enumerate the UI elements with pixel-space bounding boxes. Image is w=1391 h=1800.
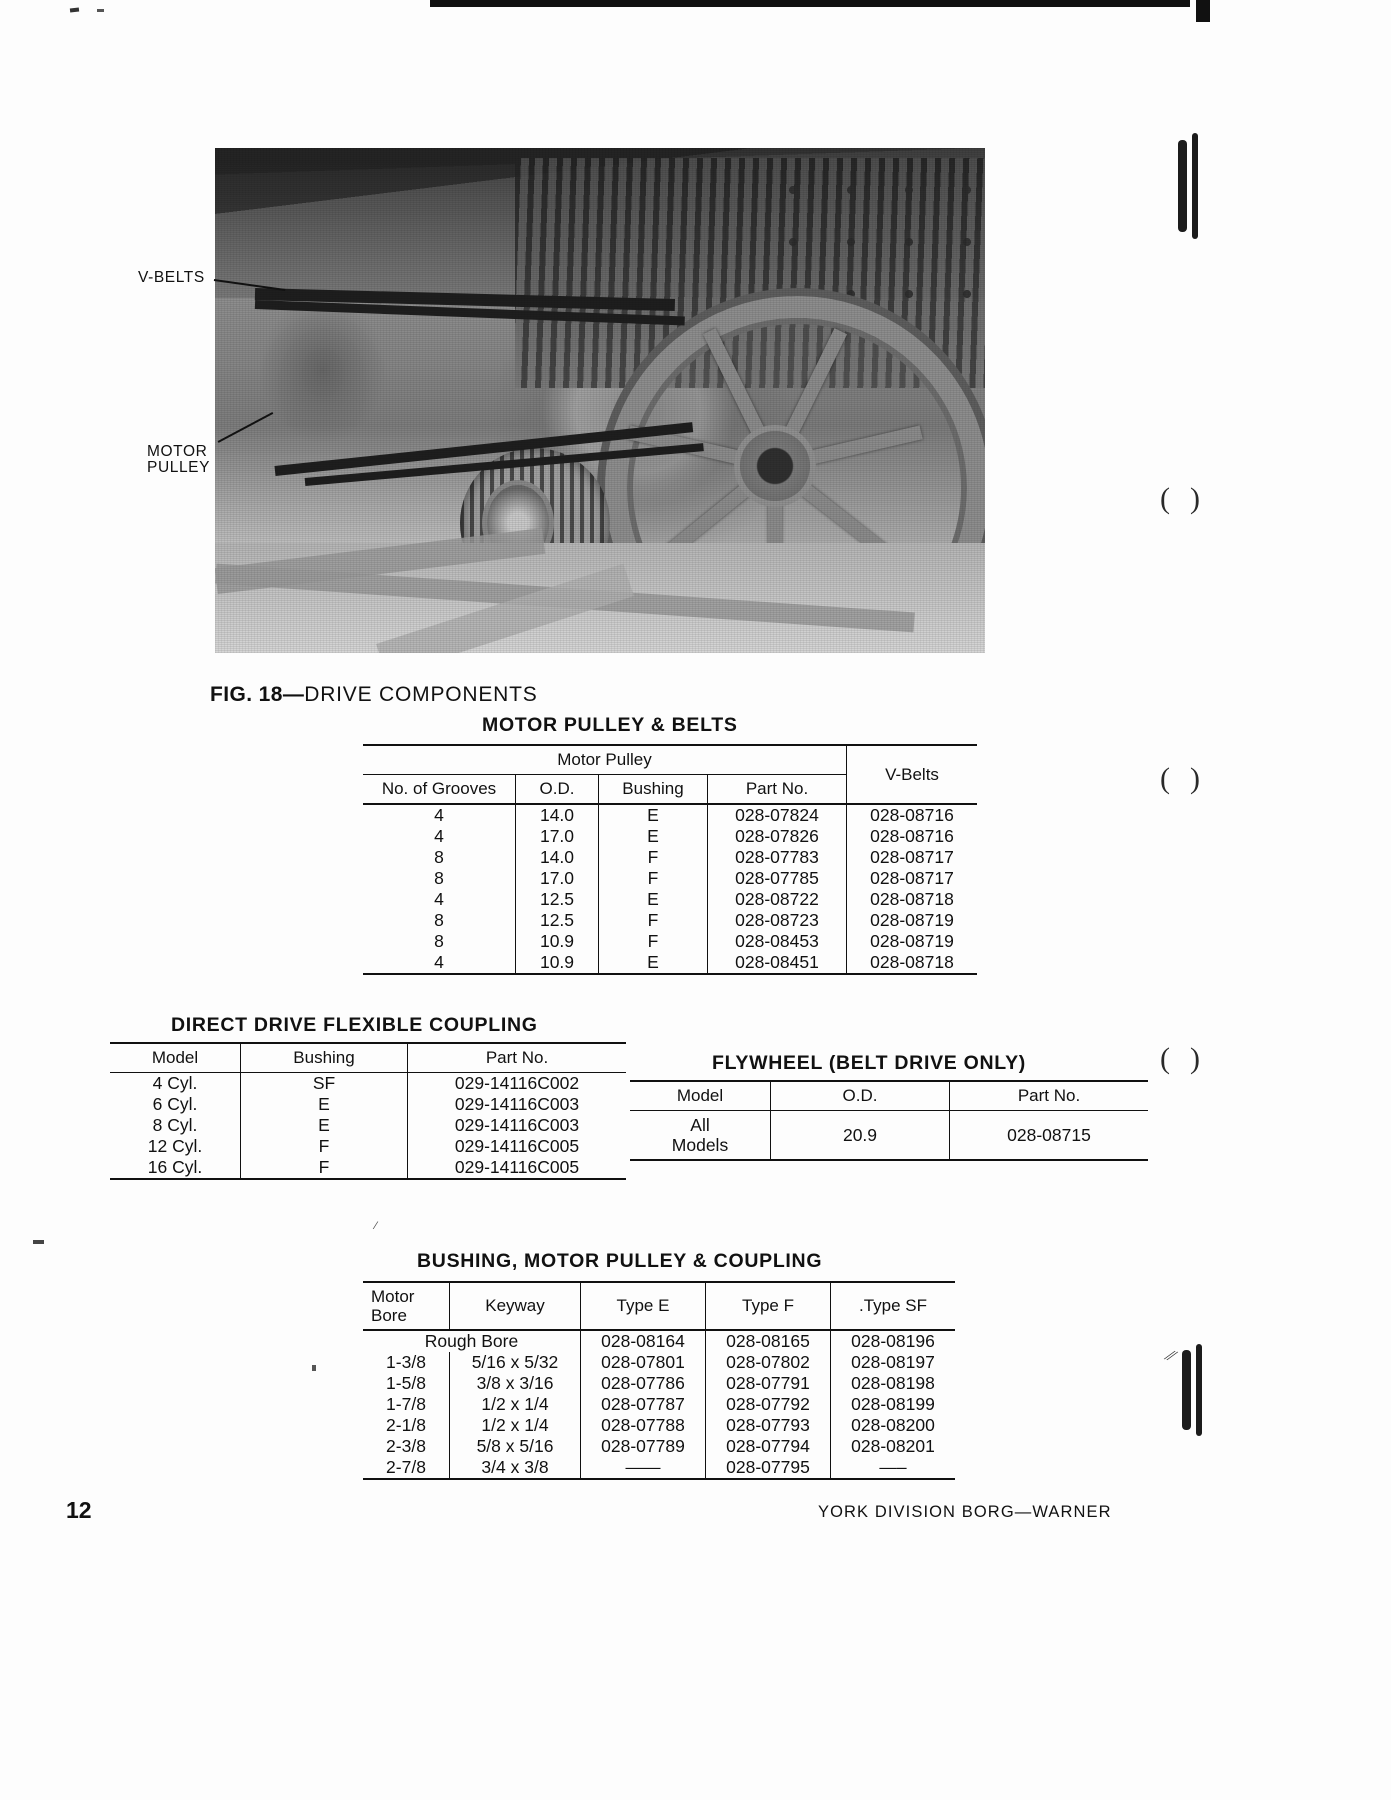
- cell-model: 6 Cyl.: [152, 1094, 198, 1114]
- cell-grooves: 8: [434, 847, 444, 867]
- cell-part-no: 028-08453: [708, 931, 847, 952]
- table-header-row: [110, 1043, 626, 1073]
- table-row-rough-bore: [363, 1330, 955, 1352]
- cell-part-no: 028-08723: [708, 910, 847, 931]
- table-row: [110, 1136, 626, 1157]
- cell-v-belts: 028-08719: [847, 910, 978, 931]
- cell-grooves: 8: [434, 931, 444, 951]
- table-row: [363, 1373, 955, 1394]
- motor-pulley-belts-title: MOTOR PULLEY & BELTS: [482, 714, 738, 736]
- cell-type-e: 028-07789: [581, 1436, 706, 1457]
- figure-photo: [215, 148, 985, 653]
- binder-ring-mark: (: [1160, 1042, 1170, 1075]
- cell-motor-bore: 2-1/8: [386, 1415, 426, 1436]
- cell-type-f: 028-07802: [706, 1352, 831, 1373]
- figure-label: FIG. 18—: [210, 683, 305, 706]
- table-row: [363, 1394, 955, 1415]
- cell-od: 17.0: [516, 868, 599, 889]
- column-header-keyway: Keyway: [450, 1282, 581, 1330]
- table-row: [110, 1094, 626, 1115]
- cell-grooves: 4: [434, 826, 444, 846]
- table-row: [363, 804, 977, 826]
- cell-bushing: F: [599, 910, 708, 931]
- cell-motor-bore: 1-3/8: [386, 1352, 426, 1373]
- table-row: [363, 1457, 955, 1479]
- cell-motor-bore: 2-3/8: [386, 1436, 426, 1457]
- cell-v-belts: 028-08716: [847, 804, 978, 826]
- cell-od: 17.0: [516, 826, 599, 847]
- cell-v-belts: 028-08716: [847, 826, 978, 847]
- page-footer: YORK DIVISION BORG—WARNER: [818, 1503, 1112, 1521]
- cell-bushing: F: [599, 868, 708, 889]
- table-header-row: [363, 1282, 955, 1330]
- cell-type-f: 028-07795: [706, 1457, 831, 1479]
- column-header-part-no: Part No.: [950, 1081, 1149, 1111]
- direct-drive-coupling-body: [110, 1073, 626, 1180]
- figure-caption-text: DRIVE COMPONENTS: [304, 683, 538, 706]
- cell-type-sf: 028-08201: [831, 1436, 956, 1457]
- cell-grooves: 8: [434, 910, 444, 930]
- cell-v-belts: 028-08717: [847, 868, 978, 889]
- cell-model: 12 Cyl.: [147, 1136, 203, 1156]
- cell-bushing: SF: [241, 1073, 408, 1095]
- cell-keyway: 3/8 x 3/16: [450, 1373, 581, 1394]
- scan-corner-artifact: [1196, 0, 1210, 22]
- scan-mark: ⁄: [375, 1220, 377, 1232]
- cell-part-no: 029-14116C005: [408, 1136, 627, 1157]
- column-header-motor-bore-line2: Bore: [371, 1306, 407, 1326]
- binder-ring-mark: (: [1160, 762, 1170, 795]
- table-row: [363, 1352, 955, 1373]
- cell-model: 8 Cyl.: [152, 1115, 198, 1135]
- cell-bushing: E: [241, 1115, 408, 1136]
- cell-bushing: E: [599, 952, 708, 974]
- binder-ring-mark: ⁄⁄: [1165, 1345, 1177, 1366]
- table-row: [363, 910, 977, 931]
- cell-part-no: 029-14116C003: [408, 1115, 627, 1136]
- cell-type-sf: —–: [831, 1457, 956, 1479]
- cell-motor-bore: 2-7/8: [363, 1457, 450, 1479]
- direct-drive-coupling-table: [110, 1042, 626, 1180]
- cell-type-e: ——: [581, 1457, 706, 1479]
- table-row: [110, 1115, 626, 1136]
- cell-od: 14.0: [516, 847, 599, 868]
- motor-pulley-belts-table: [363, 744, 977, 975]
- cell-part-no: 028-07785: [708, 868, 847, 889]
- cell-model-line1: All: [690, 1115, 710, 1135]
- table-header-row: [630, 1081, 1148, 1111]
- cell-grooves: 8: [434, 868, 444, 888]
- binder-ring-mark: [1192, 133, 1198, 239]
- cell-bushing: F: [241, 1157, 408, 1179]
- cell-type-e: 028-08164: [581, 1330, 706, 1352]
- page-number: 12: [66, 1497, 92, 1523]
- cell-part-no: 028-08722: [708, 889, 847, 910]
- column-header-no-of-grooves: No. of Grooves: [363, 775, 516, 805]
- cell-keyway: 1/2 x 1/4: [450, 1415, 581, 1436]
- callout-v-belts-label: V-BELTS: [138, 269, 205, 286]
- cell-type-sf: 028-08199: [831, 1394, 956, 1415]
- cell-part-no: 028-08715: [950, 1111, 1149, 1161]
- column-header-part-no: Part No.: [708, 775, 847, 805]
- motor-pulley-belts-body: [363, 804, 977, 974]
- group-header-motor-pulley: Motor Pulley: [363, 745, 847, 775]
- cell-part-no: 028-07826: [708, 826, 847, 847]
- binder-ring-mark: (: [1160, 482, 1170, 515]
- cell-model-line2: Models: [671, 1135, 729, 1156]
- cell-grooves: 4: [434, 889, 444, 909]
- table-row: [110, 1073, 626, 1095]
- cell-od: 10.9: [516, 931, 599, 952]
- column-header-motor-bore-line1: Motor: [371, 1287, 415, 1306]
- cell-type-e: 028-07788: [581, 1415, 706, 1436]
- scan-edge-artifact: [430, 0, 1190, 7]
- cell-type-e: 028-07801: [581, 1352, 706, 1373]
- scan-mark: [312, 1365, 316, 1371]
- column-header-part-no: Part No.: [408, 1043, 627, 1073]
- column-header-bushing: Bushing: [599, 775, 708, 805]
- cell-bushing: F: [599, 847, 708, 868]
- cell-type-sf: 028-08198: [831, 1373, 956, 1394]
- cell-keyway: 1/2 x 1/4: [450, 1394, 581, 1415]
- table-row: [363, 1436, 955, 1457]
- cell-part-no: 029-14116C003: [408, 1094, 627, 1115]
- cell-od: 12.5: [516, 889, 599, 910]
- column-header-od: O.D.: [771, 1081, 950, 1111]
- cell-type-f: 028-07793: [706, 1415, 831, 1436]
- table-row: [363, 847, 977, 868]
- cell-type-f: 028-08165: [706, 1330, 831, 1352]
- bushing-table: [363, 1281, 955, 1480]
- cell-v-belts: 028-08717: [847, 847, 978, 868]
- cell-part-no: 028-07783: [708, 847, 847, 868]
- cell-bushing: E: [599, 889, 708, 910]
- cell-type-f: 028-07792: [706, 1394, 831, 1415]
- cell-motor-bore: 1-7/8: [386, 1394, 426, 1415]
- table-row: [363, 868, 977, 889]
- cell-part-no: 028-08451: [708, 952, 847, 974]
- cell-bushing: F: [599, 931, 708, 952]
- cell-bushing: E: [599, 804, 708, 826]
- binder-ring-mark: [1182, 1350, 1191, 1430]
- column-header-model: Model: [110, 1043, 241, 1073]
- figure-caption: [210, 683, 538, 707]
- cell-grooves: 4: [363, 952, 516, 974]
- binder-ring-mark: ): [1190, 1042, 1200, 1075]
- column-header-model: Model: [630, 1081, 771, 1111]
- table-row: [363, 889, 977, 910]
- column-header-od: O.D.: [516, 775, 599, 805]
- cell-type-f: 028-07794: [706, 1436, 831, 1457]
- flywheel-table: [630, 1080, 1148, 1161]
- scan-mark: [33, 1240, 44, 1244]
- cell-keyway: 5/8 x 5/16: [450, 1436, 581, 1457]
- bushing-table-title: BUSHING, MOTOR PULLEY & COUPLING: [417, 1250, 823, 1272]
- cell-bushing: F: [241, 1136, 408, 1157]
- cell-rough-bore-label: Rough Bore: [424, 1331, 519, 1352]
- flywheel-title: FLYWHEEL (BELT DRIVE ONLY): [712, 1052, 1026, 1074]
- direct-drive-coupling-title: DIRECT DRIVE FLEXIBLE COUPLING: [171, 1014, 538, 1036]
- cell-type-e: 028-07786: [581, 1373, 706, 1394]
- callout-motor-pulley-label-line2: PULLEY: [147, 459, 211, 476]
- table-row: [363, 952, 977, 974]
- cell-part-no: 029-14116C005: [408, 1157, 627, 1179]
- cell-grooves: 4: [434, 805, 444, 825]
- scan-mark: [97, 9, 104, 12]
- column-header-bushing: Bushing: [241, 1043, 408, 1073]
- cell-v-belts: 028-08719: [847, 931, 978, 952]
- flywheel-body: [630, 1111, 1148, 1161]
- cell-type-sf: 028-08200: [831, 1415, 956, 1436]
- table-row: [363, 931, 977, 952]
- cell-bushing: E: [241, 1094, 408, 1115]
- cell-type-sf: 028-08197: [831, 1352, 956, 1373]
- table-row: [363, 826, 977, 847]
- column-header-v-belts: V-Belts: [847, 745, 978, 804]
- cell-od: 14.0: [516, 804, 599, 826]
- column-header-type-f: Type F: [706, 1282, 831, 1330]
- cell-od: 20.9: [771, 1111, 950, 1161]
- cell-bushing: E: [599, 826, 708, 847]
- cell-v-belts: 028-08718: [847, 889, 978, 910]
- scan-mark: [70, 8, 79, 13]
- cell-motor-bore: 1-5/8: [386, 1373, 426, 1394]
- table-row: [630, 1111, 1148, 1161]
- binder-ring-mark: [1196, 1344, 1202, 1436]
- cell-part-no: 028-07824: [708, 804, 847, 826]
- cell-keyway: 5/16 x 5/32: [450, 1352, 581, 1373]
- cell-part-no: 029-14116C002: [408, 1073, 627, 1095]
- cell-keyway: 3/4 x 3/8: [450, 1457, 581, 1479]
- cell-model: 16 Cyl.: [110, 1157, 241, 1179]
- cell-od: 10.9: [516, 952, 599, 974]
- cell-type-e: 028-07787: [581, 1394, 706, 1415]
- cell-model: 4 Cyl.: [152, 1073, 198, 1093]
- cell-type-sf: 028-08196: [831, 1330, 956, 1352]
- cell-v-belts: 028-08718: [847, 952, 978, 974]
- binder-ring-mark: ): [1190, 482, 1200, 515]
- column-header-type-sf: .Type SF: [831, 1282, 956, 1330]
- table-row: [363, 1415, 955, 1436]
- table-group-header-row: [363, 745, 977, 775]
- table-row: [110, 1157, 626, 1179]
- binder-ring-mark: [1178, 140, 1187, 232]
- binder-ring-mark: ): [1190, 762, 1200, 795]
- bushing-table-body: [363, 1330, 955, 1479]
- cell-model: [630, 1111, 771, 1161]
- callout-motor-pulley-label-line1: MOTOR: [147, 443, 208, 460]
- column-header-type-e: Type E: [581, 1282, 706, 1330]
- column-header-motor-bore: [363, 1282, 450, 1330]
- cell-type-f: 028-07791: [706, 1373, 831, 1394]
- cell-od: 12.5: [516, 910, 599, 931]
